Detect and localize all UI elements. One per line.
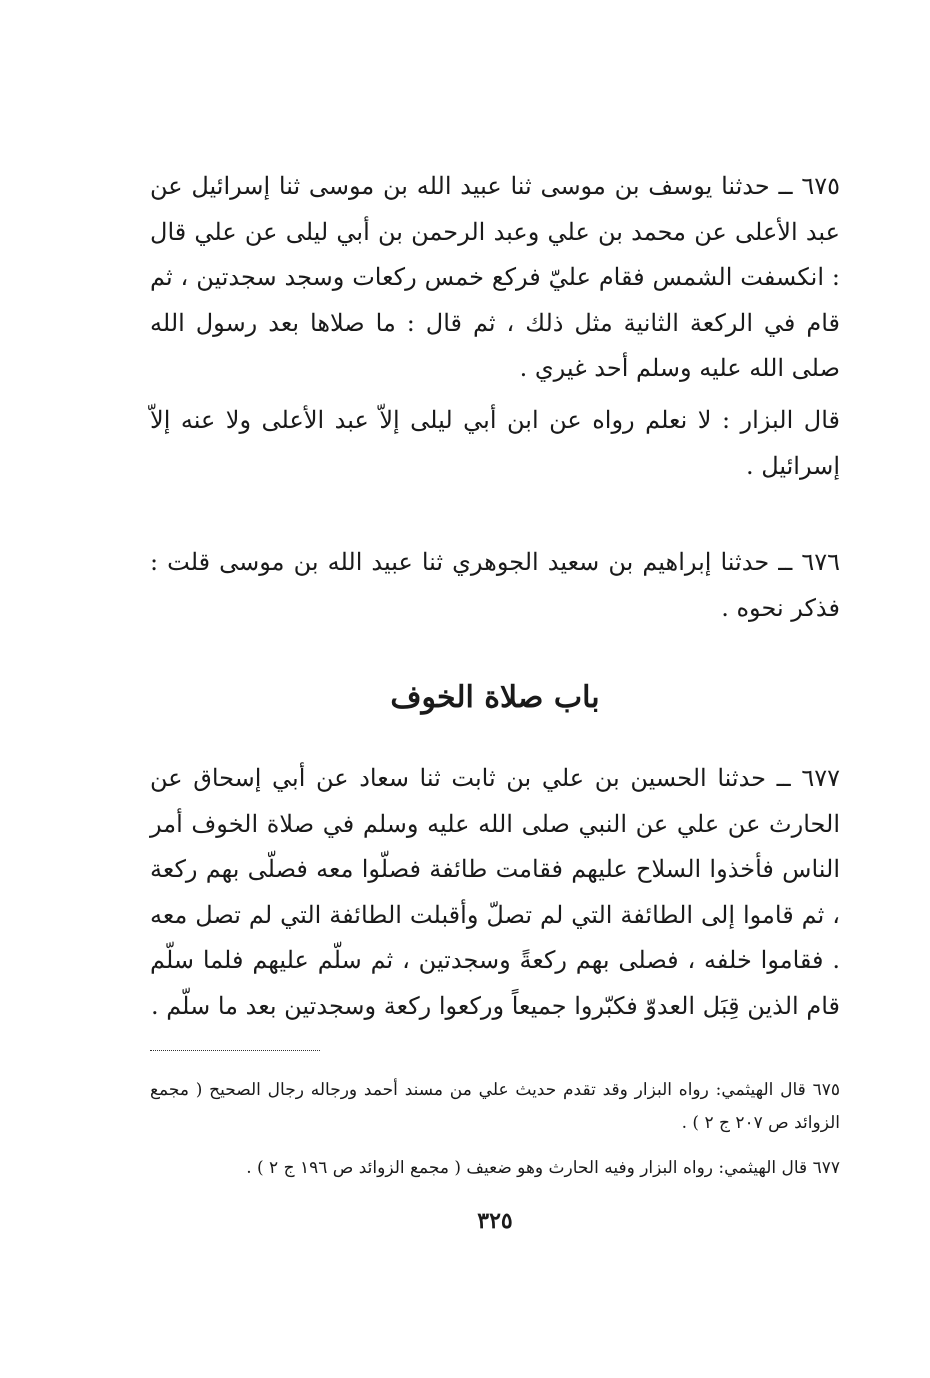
hadith-675-note: قال البزار : لا نعلم رواه عن ابن أبي ليلى إلاّ عبد الأعلى ولا عنه إلاّ إسرائيل . xyxy=(150,406,840,480)
chapter-title: باب صلاة الخوف xyxy=(390,680,600,715)
hadith-675-text: ٦٧٥ ــ حدثنا يوسف بن موسى ثنا عبيد الله بن موسى ثنا إسرائيل عن عبد الأعلى عن محمد بن علي وعبد الرحمن بن أبي ليلى عن علي قال : انكسفت الشمس فقام عليّ فركع خمس ركعات وسجد سجدتين ، ثم قام في الركعة الثانية مثل ذلك ، ثم قال : ما صلاها بعد رسول الله صلى الله عليه وسلم أحد غيري . xyxy=(150,172,840,382)
footnote-675: ٦٧٥ قال الهيثمي: رواه البزار وقد تقدم حديث علي من مسند أحمد ورجاله رجال الصحيح ( مجمع الزوائد ص ٢٠٧ ج ٢ ) . xyxy=(150,1080,840,1133)
hadith-677-text: ٦٧٧ ــ حدثنا الحسين بن علي بن ثابت ثنا سعاد عن أبي إسحاق عن الحارث عن علي عن النبي صلى الله عليه وسلم في صلاة الخوف أمر الناس فأخذوا السلاح عليهم فقامت طائفة فصلّوا معه فصلّى بهم ركعة ، ثم قاموا إلى الطائفة التي لم تصلّ وأقبلت الطائفة التي لم تصل معه . فقاموا خلفه ، فصلى بهم ركعةً وسجدتين ، ثم سلّم عليهم فلما سلّم قام الذين قِبَل العدوّ فكبّروا جميعاً وركعوا ركعة وسجدتين بعد ما سلّم . xyxy=(150,764,840,1020)
footnote-677: ٦٧٧ قال الهيثمي: رواه البزار وفيه الحارث وهو ضعيف ( مجمع الزوائد ص ١٩٦ ج ٢ ) . xyxy=(246,1158,840,1178)
page-number: ٣٢٥ xyxy=(477,1208,513,1234)
hadith-676-text: ٦٧٦ ــ حدثنا إبراهيم بن سعيد الجوهري ثنا عبيد الله بن موسى قلت : فذكر نحوه . xyxy=(150,548,840,622)
footnote-separator xyxy=(150,1050,320,1051)
